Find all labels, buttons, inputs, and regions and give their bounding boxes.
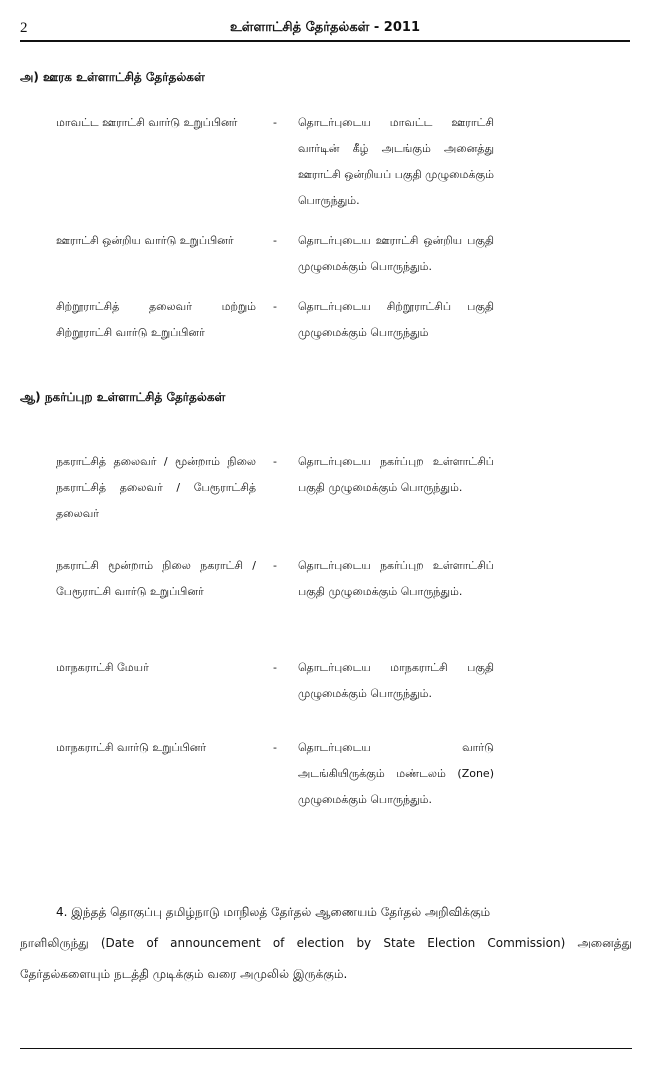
position-label: நகராட்சி மூன்றாம் நிலை நகராட்சி / பேரூராட்சி வார்டு உறுப்பினர் bbox=[56, 559, 256, 598]
applicability-text: தொடர்புடைய ஊராட்சி ஒன்றிய பகுதி முழுமைக்கும் பொருந்தும். bbox=[298, 234, 494, 273]
page-header-title: உள்ளாட்சித் தேர்தல்கள் - 2011 bbox=[230, 20, 420, 35]
position-label: சிற்றூராட்சித் தலைவர் மற்றும் சிற்றூராட்சி வார்டு உறுப்பினர் bbox=[56, 300, 256, 339]
row-dash: - bbox=[273, 234, 277, 247]
applicability-text: தொடர்புடைய நகர்ப்புற உள்ளாட்சிப் பகுதி முழுமைக்கும் பொருந்தும். bbox=[298, 455, 494, 494]
position-label: மாவட்ட ஊராட்சி வார்டு உறுப்பினர் bbox=[56, 116, 238, 129]
row-dash: - bbox=[273, 300, 277, 313]
header-divider bbox=[20, 40, 630, 42]
page-number: 2 bbox=[20, 20, 28, 36]
row-dash: - bbox=[273, 116, 277, 129]
paragraph-rest: நாளிலிருந்து (Date of announcement of election by State Election Commission) அனைத்து தேர்தல்களையும் நடத்தி முடிக்கும் வரை அமுலில் இருக்கும். bbox=[20, 936, 632, 981]
row-dash: - bbox=[273, 741, 277, 754]
applicability-text: தொடர்புடைய மாவட்ட ஊராட்சி வார்டின் கீழ் அடங்கும் அனைத்து ஊராட்சி ஒன்றியப் பகுதி முழுமைக்கும் பொருந்தும். bbox=[298, 116, 494, 207]
position-label: ஊராட்சி ஒன்றிய வார்டு உறுப்பினர் bbox=[56, 234, 234, 247]
section-heading-urban: ஆ) நகர்ப்புற உள்ளாட்சித் தேர்தல்கள் bbox=[20, 390, 226, 404]
position-label: நகராட்சித் தலைவர் / மூன்றாம் நிலை நகராட்சித் தலைவர் / பேரூராட்சித் தலைவர் bbox=[56, 455, 256, 520]
paragraph-first-line: 4. இந்தத் தொகுப்பு தமிழ்நாடு மாநிலத் தேர்தல் ஆணையம் தேர்தல் அறிவிக்கும் bbox=[56, 905, 491, 919]
applicability-text: தொடர்புடைய வார்டு அடங்கியிருக்கும் மண்டலம் (Zone) முழுமைக்கும் பொருந்தும். bbox=[298, 741, 494, 806]
row-dash: - bbox=[273, 455, 277, 468]
applicability-text: தொடர்புடைய நகர்ப்புற உள்ளாட்சிப் பகுதி முழுமைக்கும் பொருந்தும். bbox=[298, 559, 494, 598]
applicability-text: தொடர்புடைய மாநகராட்சி பகுதி முழுமைக்கும் பொருந்தும். bbox=[298, 661, 494, 700]
section-heading-rural: அ) ஊரக உள்ளாட்சித் தேர்தல்கள் bbox=[20, 70, 205, 84]
row-dash: - bbox=[273, 661, 277, 674]
position-label: மாநகராட்சி மேயர் bbox=[56, 661, 149, 674]
closing-paragraph bbox=[20, 897, 632, 990]
row-dash: - bbox=[273, 559, 277, 572]
applicability-text: தொடர்புடைய சிற்றூராட்சிப் பகுதி முழுமைக்கும் பொருந்தும் bbox=[298, 300, 494, 339]
position-label: மாநகராட்சி வார்டு உறுப்பினர் bbox=[56, 741, 207, 754]
footer-divider bbox=[20, 1048, 632, 1049]
